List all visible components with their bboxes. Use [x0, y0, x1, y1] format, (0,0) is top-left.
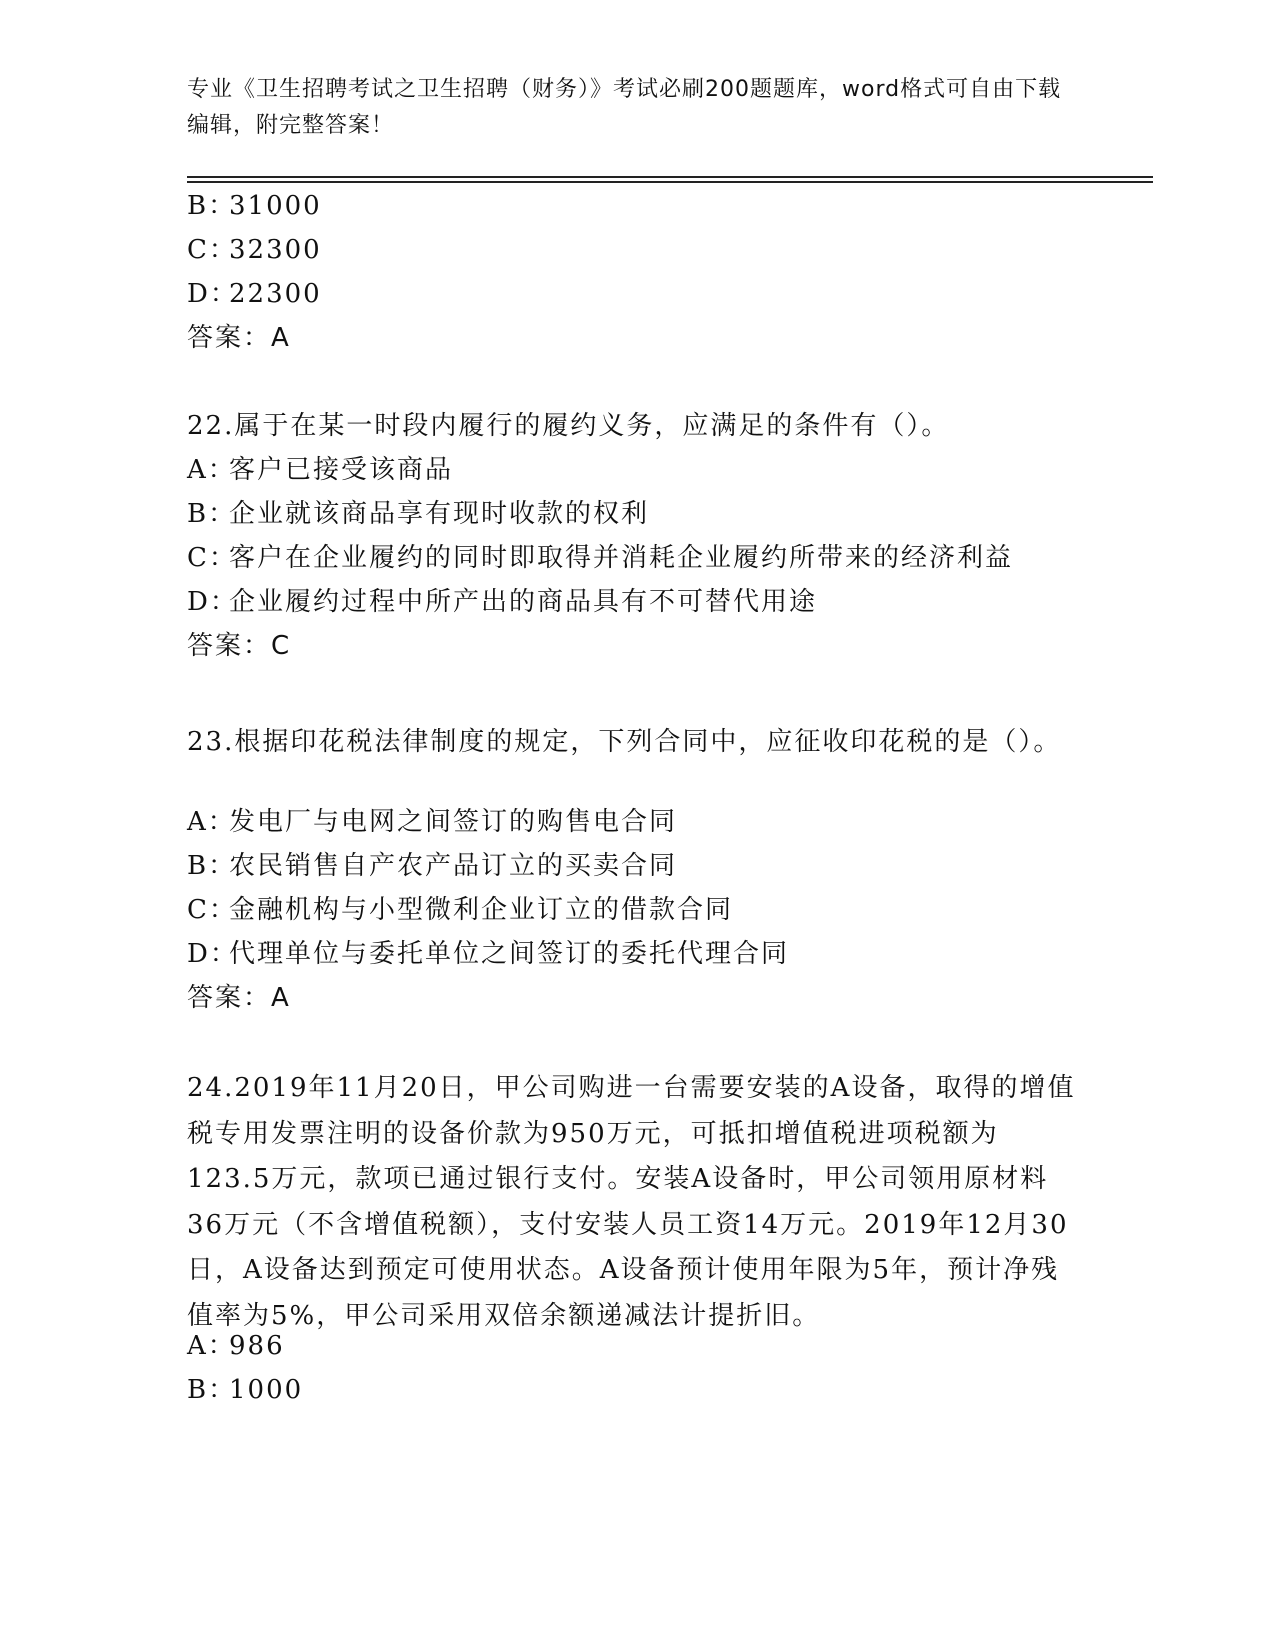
q23-answer: 答案：A — [187, 983, 291, 1013]
option-text: 986 — [229, 1331, 285, 1361]
option-key: D： — [187, 587, 238, 617]
option-text: 企业履约过程中所产出的商品具有不可替代用途 — [229, 587, 818, 617]
q22-option-c — [187, 542, 1013, 574]
q22-option-b — [187, 498, 649, 530]
q23-option-d — [187, 938, 789, 970]
q22-option-d — [187, 586, 817, 618]
q21-option-b — [187, 190, 322, 222]
q22-answer: 答案：C — [187, 631, 292, 661]
option-key: A： — [187, 455, 236, 485]
option-text: 金融机构与小型微利企业订立的借款合同 — [229, 895, 734, 925]
option-key: D： — [187, 939, 238, 969]
option-text: 客户在企业履约的同时即取得并消耗企业履约所带来的经济利益 — [229, 543, 1014, 573]
option-text: 1000 — [229, 1375, 304, 1405]
q23-option-a — [187, 806, 677, 838]
option-text: 31000 — [229, 191, 322, 221]
option-text: 32300 — [229, 235, 322, 265]
option-key: B： — [187, 1375, 237, 1405]
document-header: 专业《卫生招聘考试之卫生招聘（财务）》考试必刷200题题库，word格式可自由下载编辑，附完整答案！ — [187, 77, 1062, 138]
option-key: B： — [187, 191, 237, 221]
q21-answer: 答案：A — [187, 323, 291, 353]
option-text: 代理单位与委托单位之间签订的委托代理合同 — [229, 939, 790, 969]
q21-option-d — [187, 278, 322, 310]
option-key: A： — [187, 1331, 236, 1361]
option-text: 发电厂与电网之间签订的购售电合同 — [229, 807, 678, 837]
header-rule-bottom — [187, 181, 1153, 183]
option-key: C： — [187, 543, 237, 573]
option-key: C： — [187, 235, 237, 265]
q22-stem: 22.属于在某一时段内履行的履约义务，应满足的条件有（）。 — [187, 411, 950, 441]
option-key: C： — [187, 895, 237, 925]
option-text: 农民销售自产农产品订立的买卖合同 — [229, 851, 678, 881]
option-text: 客户已接受该商品 — [229, 455, 454, 485]
option-key: A： — [187, 807, 236, 837]
q24-stem: 24.2019年11月20日，甲公司购进一台需要安装的A设备，取得的增值税专用发票注明的设备价款为950万元，可抵扣增值税进项税额为123.5万元，款项已通过银行支付。安装A设备时，甲公司领用原材料36万元（不含增值税额），支付安装人员工资14万元。2019年12月30日，A设备达到预定可使用状态。A设备预计使用年限为5年，预计净残值率为5%，甲公司采用双倍余额递减法计提折旧。 — [187, 1073, 1076, 1331]
option-key: B： — [187, 499, 237, 529]
q23-stem: 23.根据印花税法律制度的规定，下列合同中，应征收印花税的是（）。 — [187, 727, 1062, 757]
option-key: B： — [187, 851, 237, 881]
option-key: D： — [187, 279, 238, 309]
q24-option-b — [187, 1374, 303, 1406]
option-text: 企业就该商品享有现时收款的权利 — [229, 499, 650, 529]
q23-option-b — [187, 850, 677, 882]
q21-option-c — [187, 234, 322, 266]
option-text: 22300 — [229, 279, 322, 309]
q23-option-c — [187, 894, 733, 926]
q22-option-a — [187, 454, 453, 486]
q24-option-a — [187, 1330, 285, 1362]
header-rule-top — [187, 176, 1153, 178]
